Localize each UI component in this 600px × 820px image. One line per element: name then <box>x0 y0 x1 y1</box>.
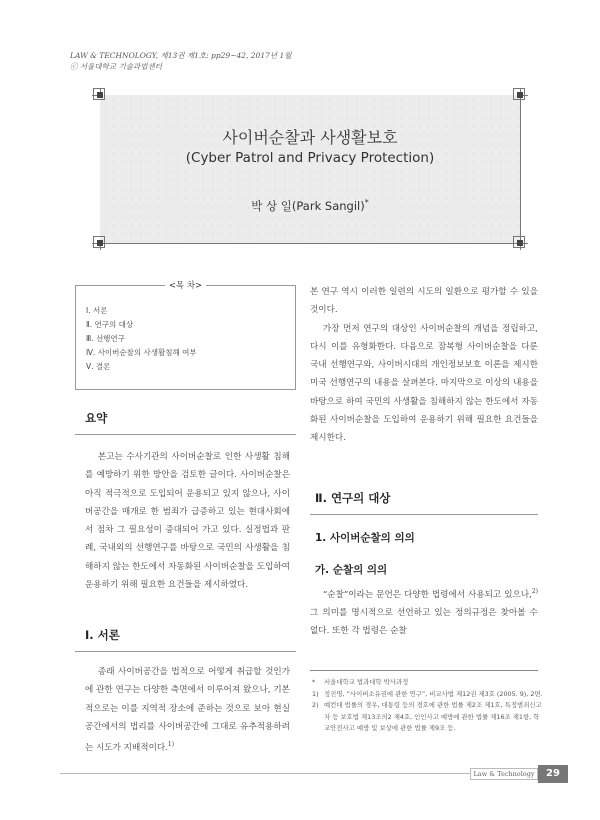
footnote <box>312 677 544 689</box>
toc-item: Ⅳ. 사이버순찰의 사생활침해 여부 <box>86 348 197 357</box>
page-number: 29 <box>538 765 568 783</box>
footnote-text: 정진명, “사이버소유권에 관한 연구”, 비교사법 제12권 제3호 (2005. 9), 2면. <box>324 689 543 698</box>
outline-paragraph: 가장 먼저 연구의 대상인 사이버순찰의 개념을 정립하고, 다시 이를 유형화한다. 다음으로 잠복형 사이버순찰을 다룬 국내 선행연구와, 사이버시대의 개인정보보호 이론을 제시한 미국 선행연구의 내용을 살펴본다. 마지막으로 이상의 내용을 바탕으로 하여 국민의 사생활을 침해하지 않는 한도에서 자동화된 사이버순찰을 도입하여 운용하기 위해 필요한 요건들을 제시한다. <box>310 323 538 444</box>
abstract-text <box>85 448 290 594</box>
title-frame-right <box>520 88 521 250</box>
footnote <box>312 689 544 701</box>
section-2-heading: Ⅱ. 연구의 대상 <box>315 491 391 505</box>
running-header <box>70 50 292 72</box>
footnote <box>312 700 544 735</box>
corner-square-tl <box>97 92 103 98</box>
journal-citation: LAW & TECHNOLOGY, 제13권 제1호: pp29~42, 2017년 1월 <box>70 51 292 60</box>
section-1-heading: Ⅰ. 서론 <box>85 628 120 642</box>
abstract-heading: 요약 <box>85 411 108 425</box>
subsection-ga-heading: 가. 순찰의 의의 <box>315 564 388 576</box>
intro-paragraph <box>85 663 290 757</box>
author-text: 박 상 일(Park Sangil) <box>251 199 365 213</box>
patrol-definition-text <box>310 583 538 641</box>
title-block <box>100 95 520 243</box>
toc-list <box>86 304 197 374</box>
toc-item: Ⅱ. 연구의 대상 <box>86 320 134 329</box>
abstract-heading-rule <box>75 434 296 435</box>
footnotes <box>312 677 544 735</box>
footnote-ref-2: 2) <box>531 588 538 595</box>
patrol-paragraph <box>310 583 538 641</box>
corner-square-tr <box>517 92 523 98</box>
footer-journal-name: Law & Technology <box>470 768 538 780</box>
subsection-1-heading: 1. 사이버순찰의 의의 <box>315 532 415 544</box>
toc-title-wrap <box>76 279 295 291</box>
corner-square-br <box>517 240 523 246</box>
section-2-rule <box>310 514 538 515</box>
footnote-ref-1: 1) <box>167 741 175 749</box>
footnote-text: 예컨대 법률의 경우, 대통령 등의 경호에 관한 법률 제2조 제1호, 특정범죄신고자 등 보호법 제13조의2 제4호, 인인사고 예방에 관한 법률 제16조 제1항, 학교안전사고 예방 및 보상에 관한 법률 제9조 등. <box>324 701 542 732</box>
footnote-mark: 2) <box>312 701 319 709</box>
toc-item: Ⅰ. 서론 <box>86 306 108 315</box>
toc-title: <목 차> <box>165 281 206 291</box>
section-1-rule <box>75 651 296 652</box>
right-column-top <box>310 283 538 448</box>
patrol-paragraph-a: “순찰”이라는 문언은 다양한 법령에서 사용되고 있으나, <box>322 589 532 600</box>
intro-text <box>85 663 290 757</box>
toc-item: Ⅲ. 선행연구 <box>86 334 125 343</box>
title-english: (Cyber Patrol and Privacy Protection) <box>185 150 435 166</box>
corner-square-bl <box>97 240 103 246</box>
footnote-mark: 1) <box>312 689 319 698</box>
author-name <box>100 198 520 214</box>
footnote-mark: * <box>312 678 316 686</box>
copyright-line: ⓒ 서울대학교 기술과법센터 <box>70 62 162 71</box>
patrol-paragraph-b: 그 의미를 명시적으로 선언하고 있는 정의규정은 찾아볼 수 없다. 또한 각 법령은 순찰 <box>310 608 538 637</box>
title-frame-bottom <box>92 243 528 244</box>
intro-paragraph-text: 종래 사이버공간을 법적으로 어떻게 취급할 것인가에 관한 연구는 다양한 측면에서 이루어져 왔으나, 기본적으로는 이를 지역적 장소에 준하는 것으로 보아 현실공간에서의 법리를 사이버공간에 그대로 유추적용하려는 시도가 지배적이다. <box>85 667 290 754</box>
title-korean: 사이버순찰과 사생활보호 <box>222 128 398 147</box>
continued-paragraph: 본 연구 역시 이러한 일련의 시도의 일환으로 평가할 수 있을 것이다. <box>310 287 538 316</box>
author-footnote-mark: * <box>364 198 369 208</box>
abstract-paragraph: 본고는 수사기관의 사이버순찰로 인한 사생활 침해를 예방하기 위한 방안을 검토한 글이다. 사이버순찰은 아직 적극적으로 도입되어 운용되고 있지 않으나, 사이버공간을 매개로 한 범죄가 급증하고 있는 현대사회에서 점차 그 필요성이 증대되어 가고 있다. 실정법과 판례, 국내외의 선행연구를 바탕으로 국민의 사생활을 침해하지 않는 한도에서 자동화된 사이버순찰을 도입하여 운용하기 위해 필요한 요건들을 제시하였다. <box>85 452 290 591</box>
footnote-rule <box>310 670 538 671</box>
footnote-text: 서울대학교 법과대학 박사과정 <box>324 678 409 686</box>
footer-rule <box>60 773 470 774</box>
toc-item: Ⅴ. 결론 <box>86 362 111 371</box>
table-of-contents <box>75 281 296 390</box>
